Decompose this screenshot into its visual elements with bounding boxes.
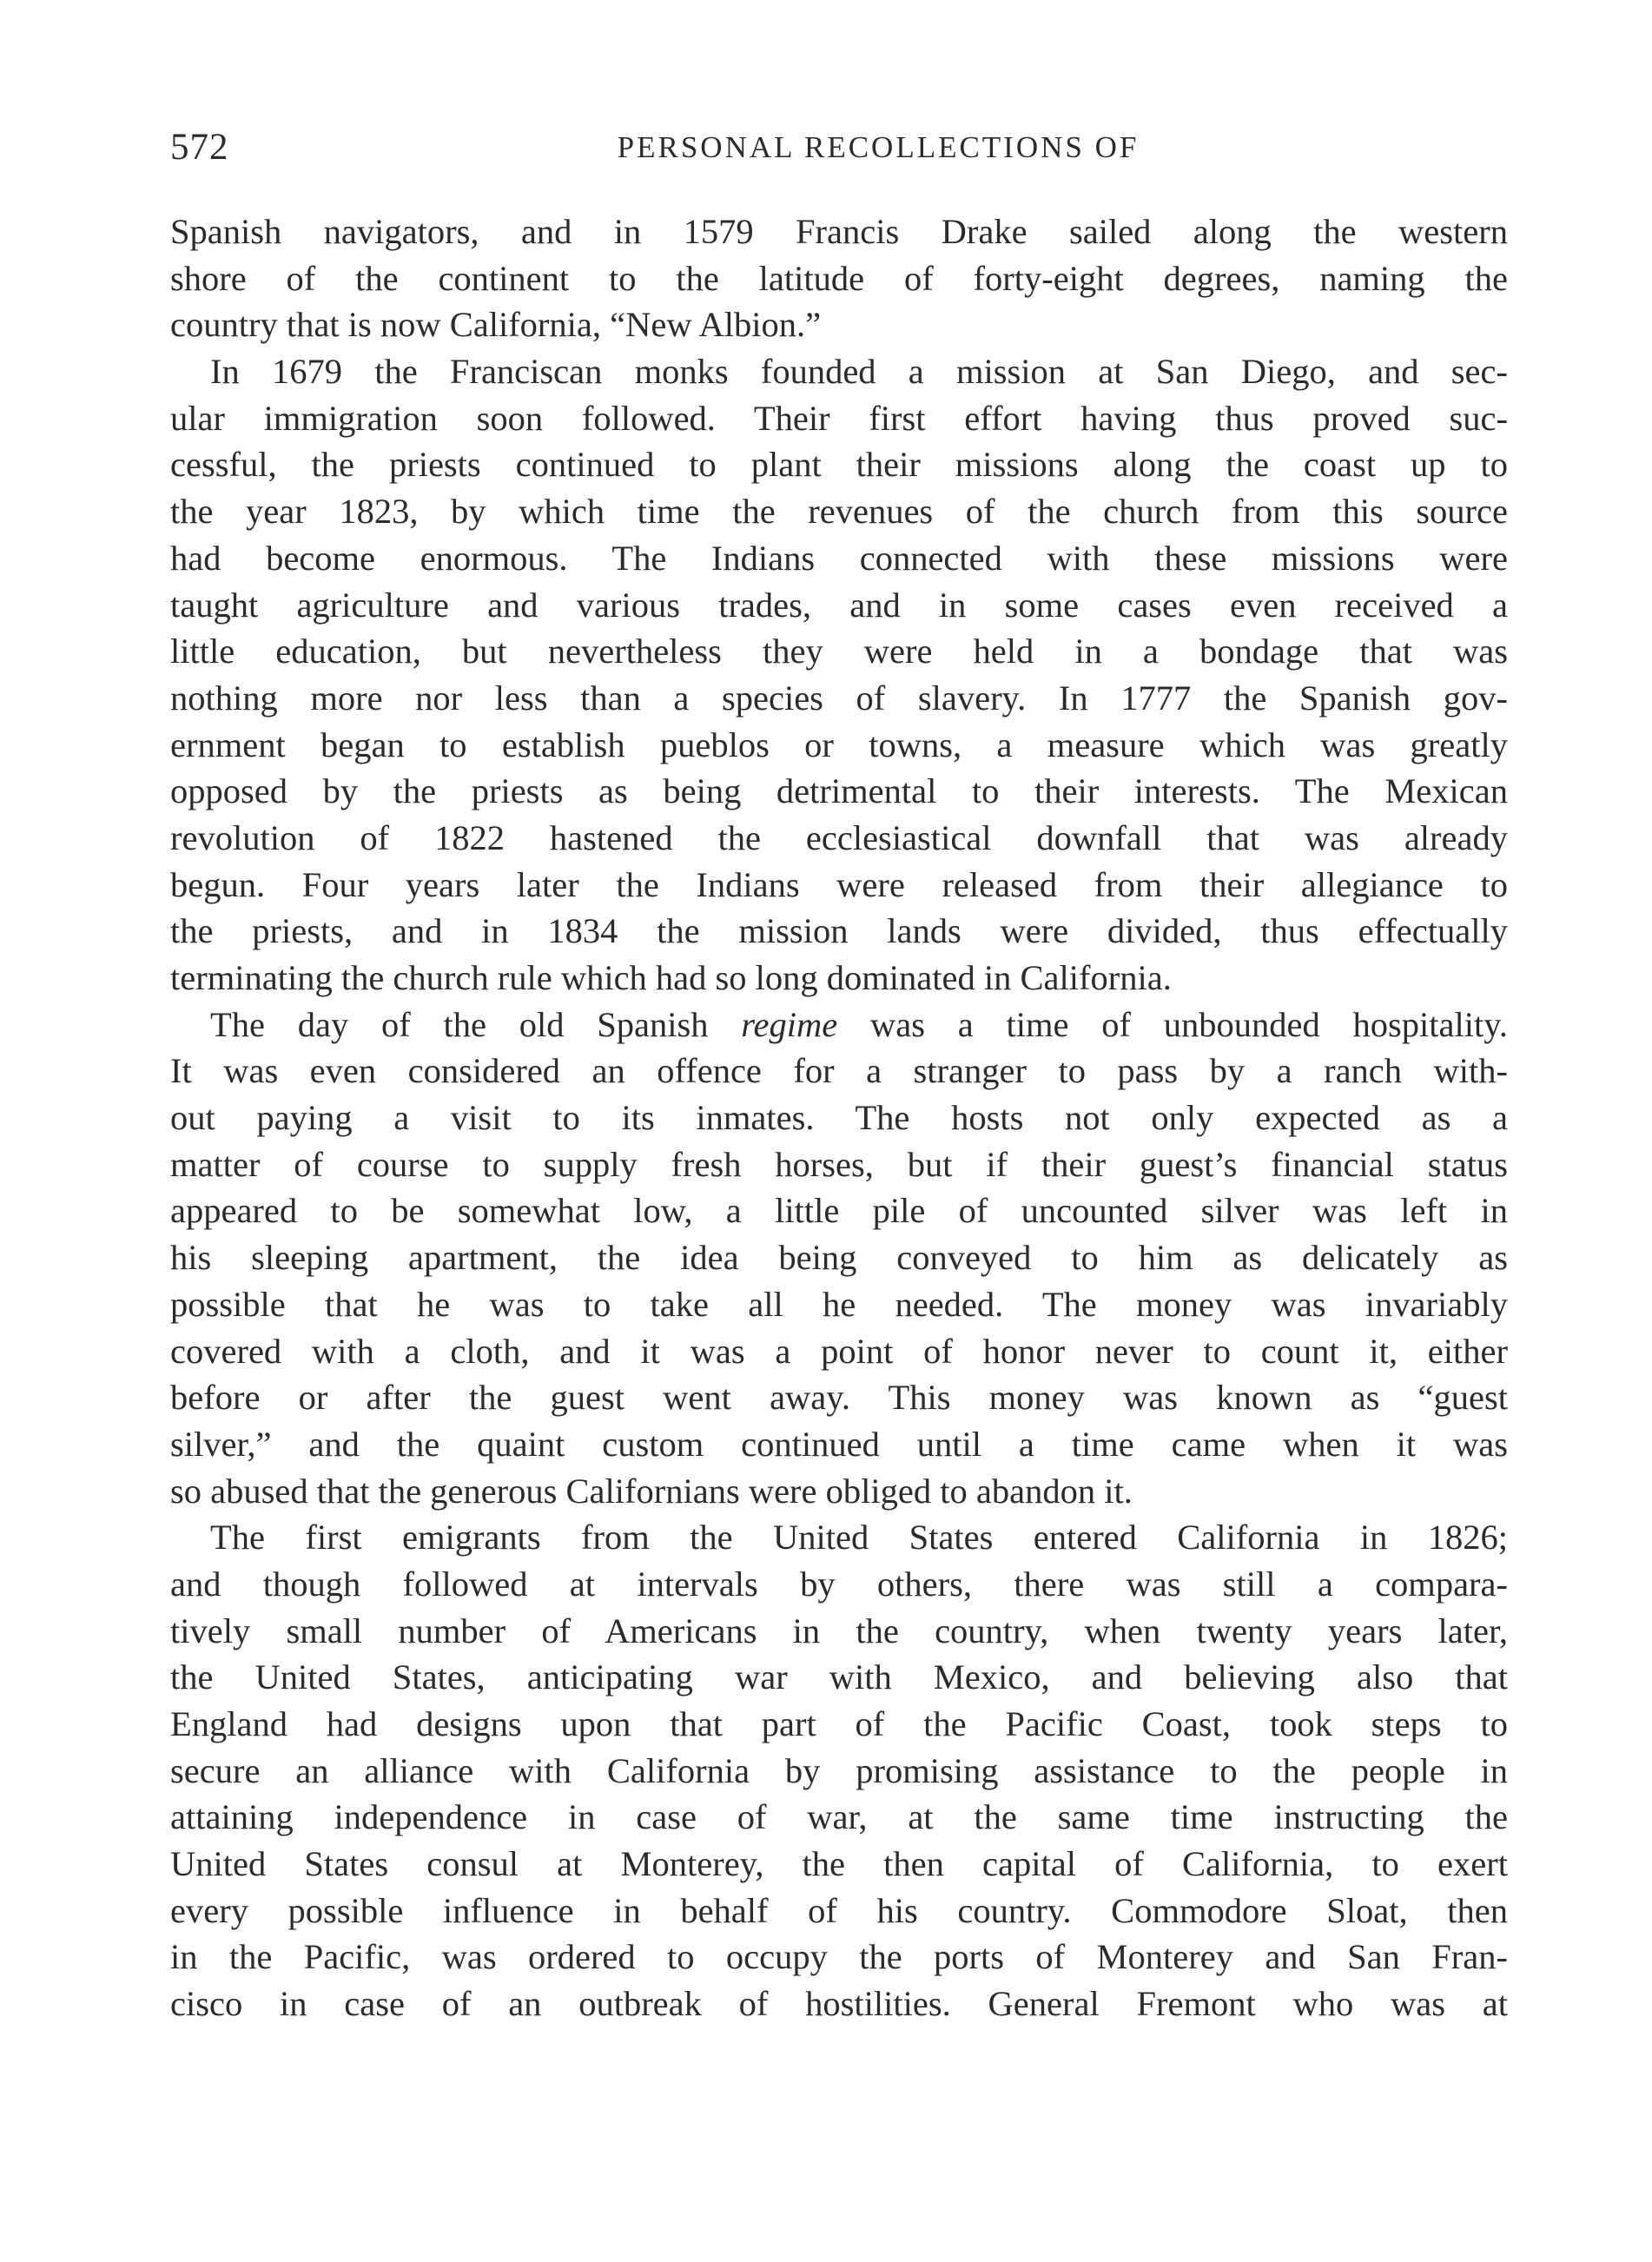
text-line: and though followed at intervals by others, there was still a compara- (170, 1564, 1508, 1604)
text-line: nothing more nor less than a species of slavery. In 1777 the Spanish gov- (170, 678, 1508, 718)
text-line: covered with a cloth, and it was a point of honor never to count it, either (170, 1331, 1508, 1371)
text-line: shore of the continent to the latitude of forty-eight degrees, naming the (170, 258, 1508, 298)
text-line: cessful, the priests continued to plant their missions along the coast up to (170, 445, 1508, 485)
text-segment: The day of the old Spanish (210, 1004, 742, 1044)
text-line: ernment began to establish pueblos or towns, a measure which was greatly (170, 724, 1508, 764)
text-line: taught agriculture and various trades, and in some cases even received a (170, 585, 1508, 625)
text-line: had become enormous. The Indians connected with these missions were (170, 538, 1508, 578)
text-line: ular immigration soon followed. Their first effort having thus proved suc- (170, 398, 1508, 438)
text-line: the year 1823, by which time the revenues of the church from this source (170, 492, 1508, 532)
text-line: cisco in case of an outbreak of hostilities. General Fremont who was at (170, 1984, 1508, 2024)
text-line: every possible influence in behalf of his country. Commodore Sloat, then (170, 1890, 1508, 1930)
body-text (170, 208, 1508, 2027)
text-line: England had designs upon that part of the Pacific Coast, took steps to (170, 1704, 1508, 1743)
text-line: so abused that the generous Californians were obliged to abandon it. (170, 1471, 1133, 1511)
text-line: possible that he was to take all he needed. The money was invariably (170, 1284, 1508, 1324)
text-line: his sleeping apartment, the idea being conveyed to him as delicately as (170, 1238, 1508, 1278)
text-line: The first emigrants from the United States entered California in 1826; (210, 1518, 1508, 1558)
text-line: terminating the church rule which had so long dominated in California. (170, 958, 1172, 997)
text-line: tively small number of Americans in the country, when twenty years later, (170, 1611, 1508, 1650)
text-line: out paying a visit to its inmates. The hosts not only expected as a (170, 1098, 1508, 1138)
running-head (170, 122, 1508, 174)
text-line: begun. Four years later the Indians were released from their allegiance to (170, 864, 1508, 904)
text-line: matter of course to supply fresh horses, but if their guest’s financial status (170, 1144, 1508, 1184)
text-line: silver,” and the quaint custom continued until a time came when it was (170, 1424, 1508, 1464)
italic-word: regime (741, 1004, 838, 1044)
text-line: revolution of 1822 hastened the ecclesiastical downfall that was already (170, 817, 1508, 857)
text-line: the United States, anticipating war with Mexico, and believing also that (170, 1657, 1508, 1697)
text-line: attaining independence in case of war, at the same time instructing the (170, 1797, 1508, 1837)
running-title: PERSONAL RECOLLECTIONS OF (617, 130, 1140, 164)
text-line: United States consul at Monterey, the then capital of California, to exert (170, 1844, 1508, 1884)
text-line: before or after the guest went away. This money was known as “guest (170, 1378, 1508, 1418)
text-line: opposed by the priests as being detrimental to their interests. The Mexican (170, 771, 1508, 811)
text-line: Spanish navigators, and in 1579 Francis Drake sailed along the western (170, 212, 1508, 251)
text-line: appeared to be somewhat low, a little pile of uncounted silver was left in (170, 1191, 1508, 1231)
text-line: It was even considered an offence for a stranger to pass by a ranch with- (170, 1051, 1508, 1091)
text-line-with-italic (170, 1002, 1508, 1048)
text-line: country that is now California, “New Albion.” (170, 305, 822, 345)
text-line: secure an alliance with California by promising assistance to the people in (170, 1750, 1508, 1790)
text-line: in the Pacific, was ordered to occupy the ports of Monterey and San Fran- (170, 1937, 1508, 1977)
page-number: 572 (170, 127, 229, 168)
text-line: In 1679 the Franciscan monks founded a mission at San Diego, and sec- (210, 352, 1508, 392)
text-line: little education, but nevertheless they were held in a bondage that was (170, 632, 1508, 671)
text-line: the priests, and in 1834 the mission lands were divided, thus effectually (170, 911, 1508, 951)
text-segment: was a time of unbounded hospitality. (837, 1004, 1508, 1044)
